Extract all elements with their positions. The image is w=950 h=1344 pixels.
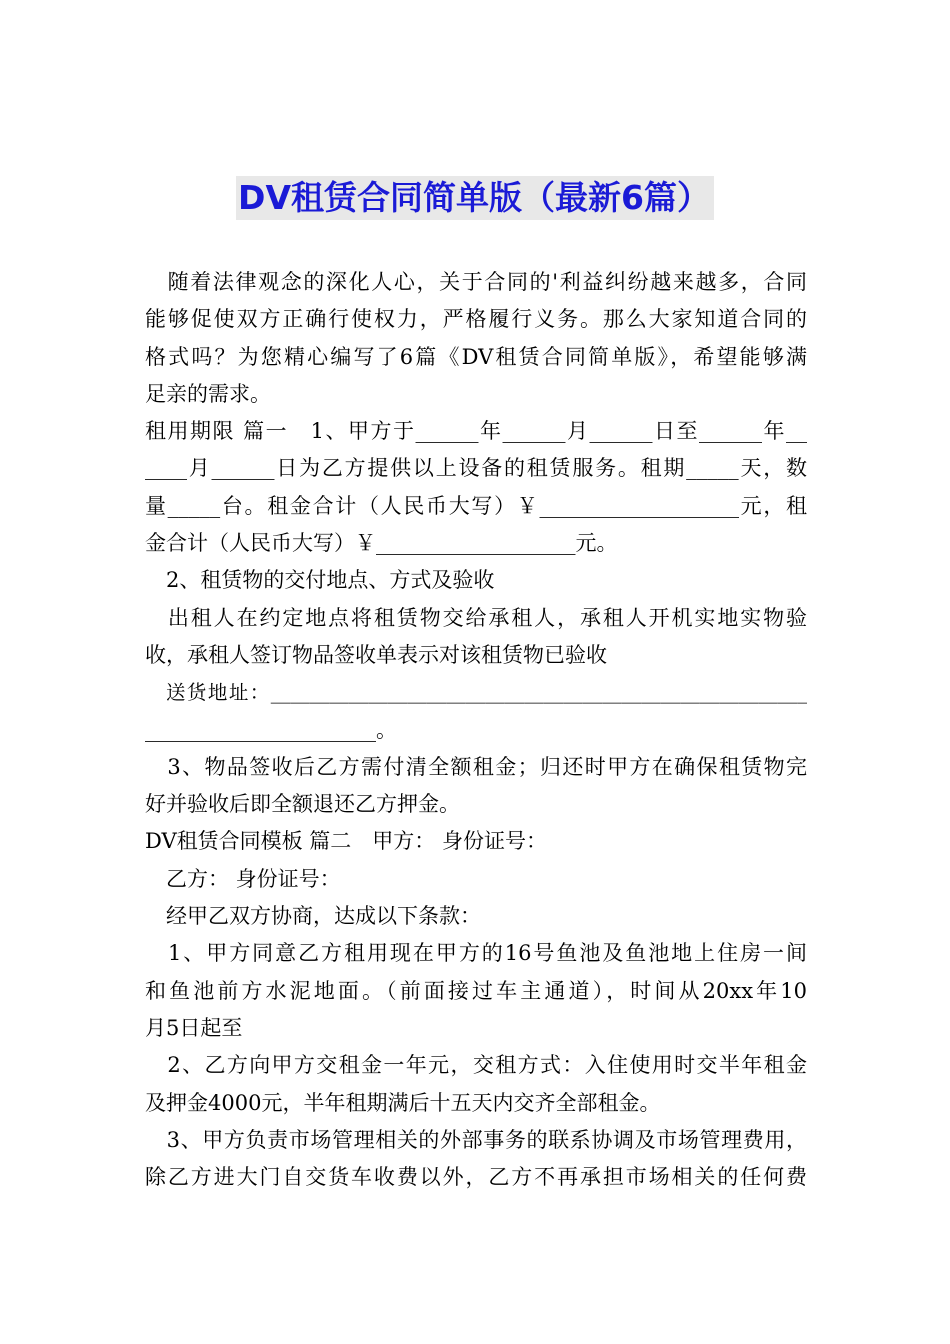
- text-line: 2、租赁物的交付地点、方式及验收: [145, 568, 495, 593]
- text-line: 足亲的需求。: [145, 381, 271, 406]
- document-body: [145, 264, 807, 1196]
- text-line: 随着法律观念的深化人心，关于合同的'利益纠纷越来越多，合同: [145, 270, 807, 294]
- text-line: 及押金4000元，半年租期满后十五天内交齐全部租金。: [145, 1090, 661, 1115]
- text-line: 金合计（人民币大写）￥___________________元。: [145, 531, 618, 556]
- text-line: 和鱼池前方水泥地面。（前面接过车主通道），时间从20xx年10: [145, 978, 807, 1003]
- text-line: 乙方： 身份证号：: [145, 866, 341, 891]
- text-line: 2、乙方向甲方交租金一年元，交租方式：入住使用时交半年租金: [145, 1053, 807, 1078]
- text-line: DV租赁合同模板 篇二 甲方： 身份证号：: [145, 829, 547, 854]
- text-line: 格式吗？为您精心编写了6篇《DV租赁合同简单版》，希望能够满: [145, 344, 807, 369]
- text-line: 1、甲方同意乙方租用现在甲方的16号鱼池及鱼池地上住房一间: [145, 941, 807, 966]
- text-line: 量_____台。租金合计（人民币大写）￥___________________元，租: [145, 493, 807, 518]
- title-container: [0, 176, 950, 220]
- text-line: 出租人在约定地点将租赁物交给承租人，承租人开机实地实物验: [145, 605, 807, 630]
- text-line: 好并验收后即全额退还乙方押金。: [145, 792, 460, 817]
- text-line: 送货地址：_______________________________________________________: [145, 681, 807, 705]
- text-line: ____月______日为乙方提供以上设备的租赁服务。租期_____天，数: [145, 456, 807, 481]
- text-line: 经甲乙双方协商，达成以下条款：: [145, 904, 481, 929]
- text-line: 3、甲方负责市场管理相关的外部事务的联系协调及市场管理费用，: [145, 1127, 807, 1152]
- document-title: DV租赁合同简单版（最新6篇）: [236, 176, 714, 220]
- text-line: 除乙方进大门自交货车收费以外，乙方不再承担市场相关的任何费: [145, 1165, 807, 1190]
- text-line: 月5日起至: [145, 1015, 243, 1040]
- text-line: 能够促使双方正确行使权力，严格履行义务。那么大家知道合同的: [145, 307, 807, 332]
- text-line: 收，承租人签订物品签收单表示对该租赁物已验收: [145, 642, 607, 667]
- text-line: 租用期限 篇一 1、甲方于______年______月______日至______年__: [145, 419, 807, 444]
- text-line: 3、物品签收后乙方需付清全额租金；归还时甲方在确保租赁物完: [145, 754, 807, 779]
- text-line: ______________________。: [145, 717, 397, 742]
